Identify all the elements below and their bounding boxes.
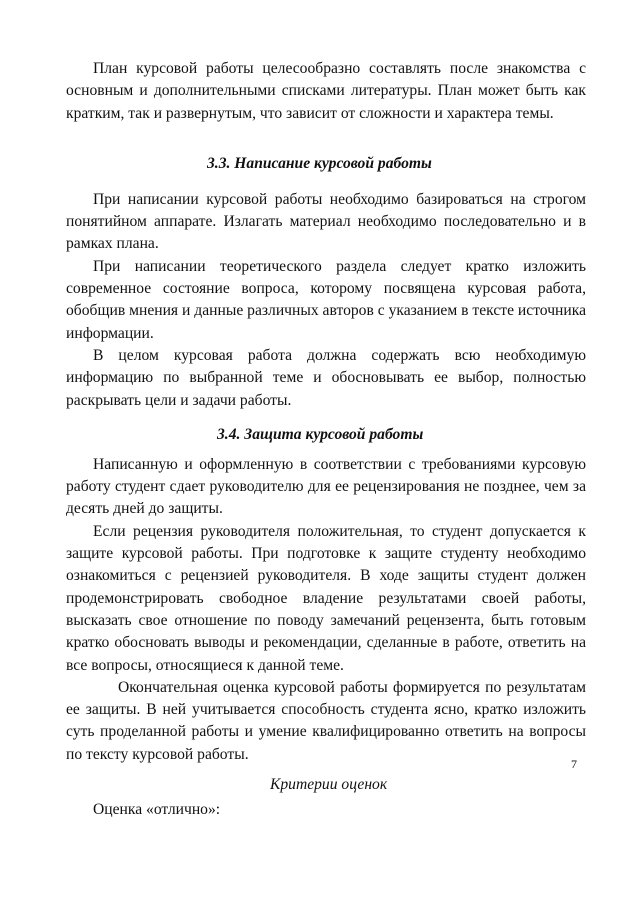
criteria-heading: Критерии оценок [270,776,388,793]
section-3-4-heading: 3.4. Защита курсовой работы [217,425,424,443]
document-page [66,58,586,766]
section-3-3-paragraph-3: В целом курсовая работа должна содержать всю необходимую информацию по выбранной теме и обосновывать ее выбор, полностью раскрывать цели и задачи работы. [66,346,586,409]
section-3-4-paragraph-2: Если рецензия руководителя положительная, то студент допускается к защите курсовой работы. При подготовке к защите студенту необходимо ознакомиться с рецензией руководителя. В ходе защиты студент должен продемонстрировать свободное владение результатами своей работы, высказать свое отношение по поводу замечаний рецензента, быть готовым кратко обосновать выводы и рекомендации, сделанные в работе, ответить на все вопросы, относящиеся к данной теме. [66,522,586,674]
grade-excellent-label: Оценка «отлично»: [93,801,221,818]
page-number: 7 [571,757,577,771]
section-3-4-paragraph-1: Написанную и оформленную в соответствии с требованиями курсовую работу студент сдает руководителю для ее рецензирования не позднее, чем за десять дней до защиты. [66,455,586,518]
intro-paragraph: План курсовой работы целесообразно составлять после знакомства с основным и дополнительными списками литературы. План может быть как кратким, так и развернутым, что зависит от сложности и характера темы. [66,60,586,122]
section-3-3-paragraph-1: При написании курсовой работы необходимо базироваться на строгом понятийном аппарате. Излагать материал необходимо последовательно и в рамках плана. [66,190,586,253]
section-3-3-heading: 3.3. Написание курсовой работы [207,154,432,172]
section-3-3-paragraph-2: При написании теоретического раздела следует кратко изложить современное состояние вопроса, которому посвящена курсовая работа, обобщив мнения и данные различных авторов с указанием в тексте источника информации. [66,257,586,342]
section-3-4-paragraph-3: Окончательная оценка курсовой работы формируется по результатам ее защиты. В ней учитывается способность студента ясно, кратко изложить суть проделанной работы и умение квалифицированно ответить на вопросы по тексту курсовой работы. [66,678,586,763]
